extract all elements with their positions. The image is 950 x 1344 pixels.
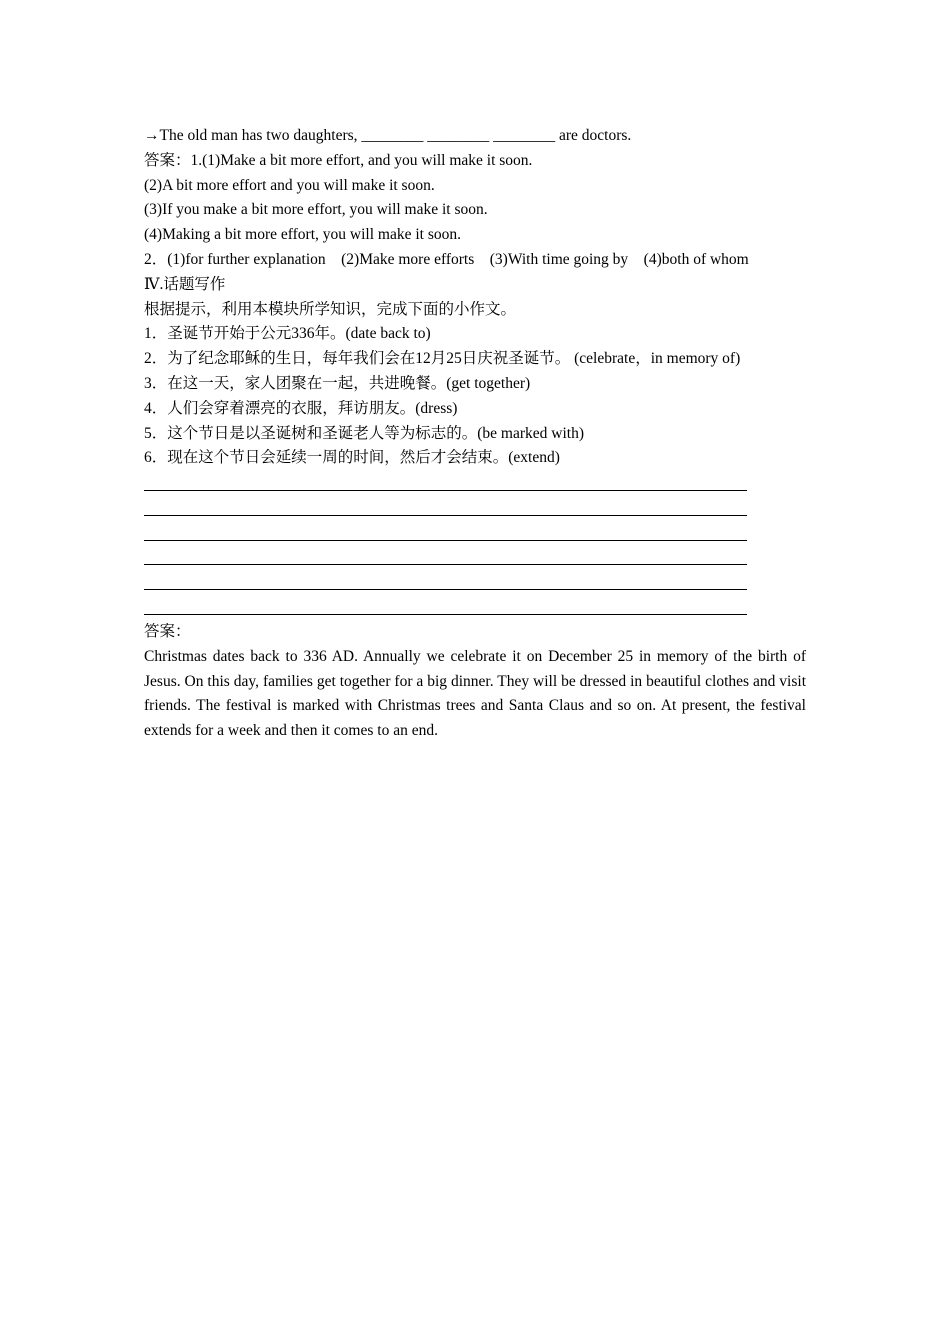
prompt-line: 6．现在这个节日会延续一周的时间，然后才会结束。(extend) — [144, 449, 560, 467]
writing-blank-line — [144, 496, 747, 521]
writing-blank-line — [144, 471, 747, 496]
prompt-line: 2．为了纪念耶稣的生日，每年我们会在12月25日庆祝圣诞节。 (celebrate，in memory of) — [144, 350, 741, 368]
instruction-line: 根据提示，利用本模块所学知识，完成下面的小作文。 — [144, 300, 517, 318]
answer-label: 答案： — [144, 622, 191, 640]
writing-blank-line — [144, 521, 747, 546]
exercise-line: →The old man has two daughters, ________ ________ ________ are doctors. — [144, 127, 632, 144]
answer-line: (4)Making a bit more effort, you will make it soon. — [144, 226, 461, 244]
prompt-line: 3．在这一天，家人团聚在一起，共进晚餐。(get together) — [144, 374, 531, 392]
answer-line: (2)A bit more effort and you will make it soon. — [144, 176, 435, 194]
writing-blank-line — [144, 595, 747, 620]
section-heading: Ⅳ.话题写作 — [144, 275, 226, 293]
answer-line: 答案：1.(1)Make a bit more effort, and you will make it soon. — [144, 151, 533, 169]
writing-blank-line — [144, 546, 747, 571]
document-page — [144, 124, 806, 744]
prompt-line: 4．人们会穿着漂亮的衣服，拜访朋友。(dress) — [144, 399, 458, 417]
prompt-line: 1．圣诞节开始于公元336年。(date back to) — [144, 325, 431, 343]
writing-blank-line — [144, 570, 747, 595]
prompt-line: 5．这个节日是以圣诞树和圣诞老人等为标志的。(be marked with) — [144, 424, 584, 442]
model-answer-paragraph: Christmas dates back to 336 AD. Annually we celebrate it on December 25 in memory of the birth of Jesus. On this day, families get together for a big dinner. They will be dressed in beautiful clothes and visit friends. The festival is marked with Christmas trees and Santa Claus and so on. At present, the festival extends for a week and then it comes to an end. — [144, 647, 806, 740]
answer-line: (3)If you make a bit more effort, you will make it soon. — [144, 201, 488, 219]
answer-line: 2．(1)for further explanation (2)Make more efforts (3)With time going by (4)both of whom — [144, 250, 749, 268]
